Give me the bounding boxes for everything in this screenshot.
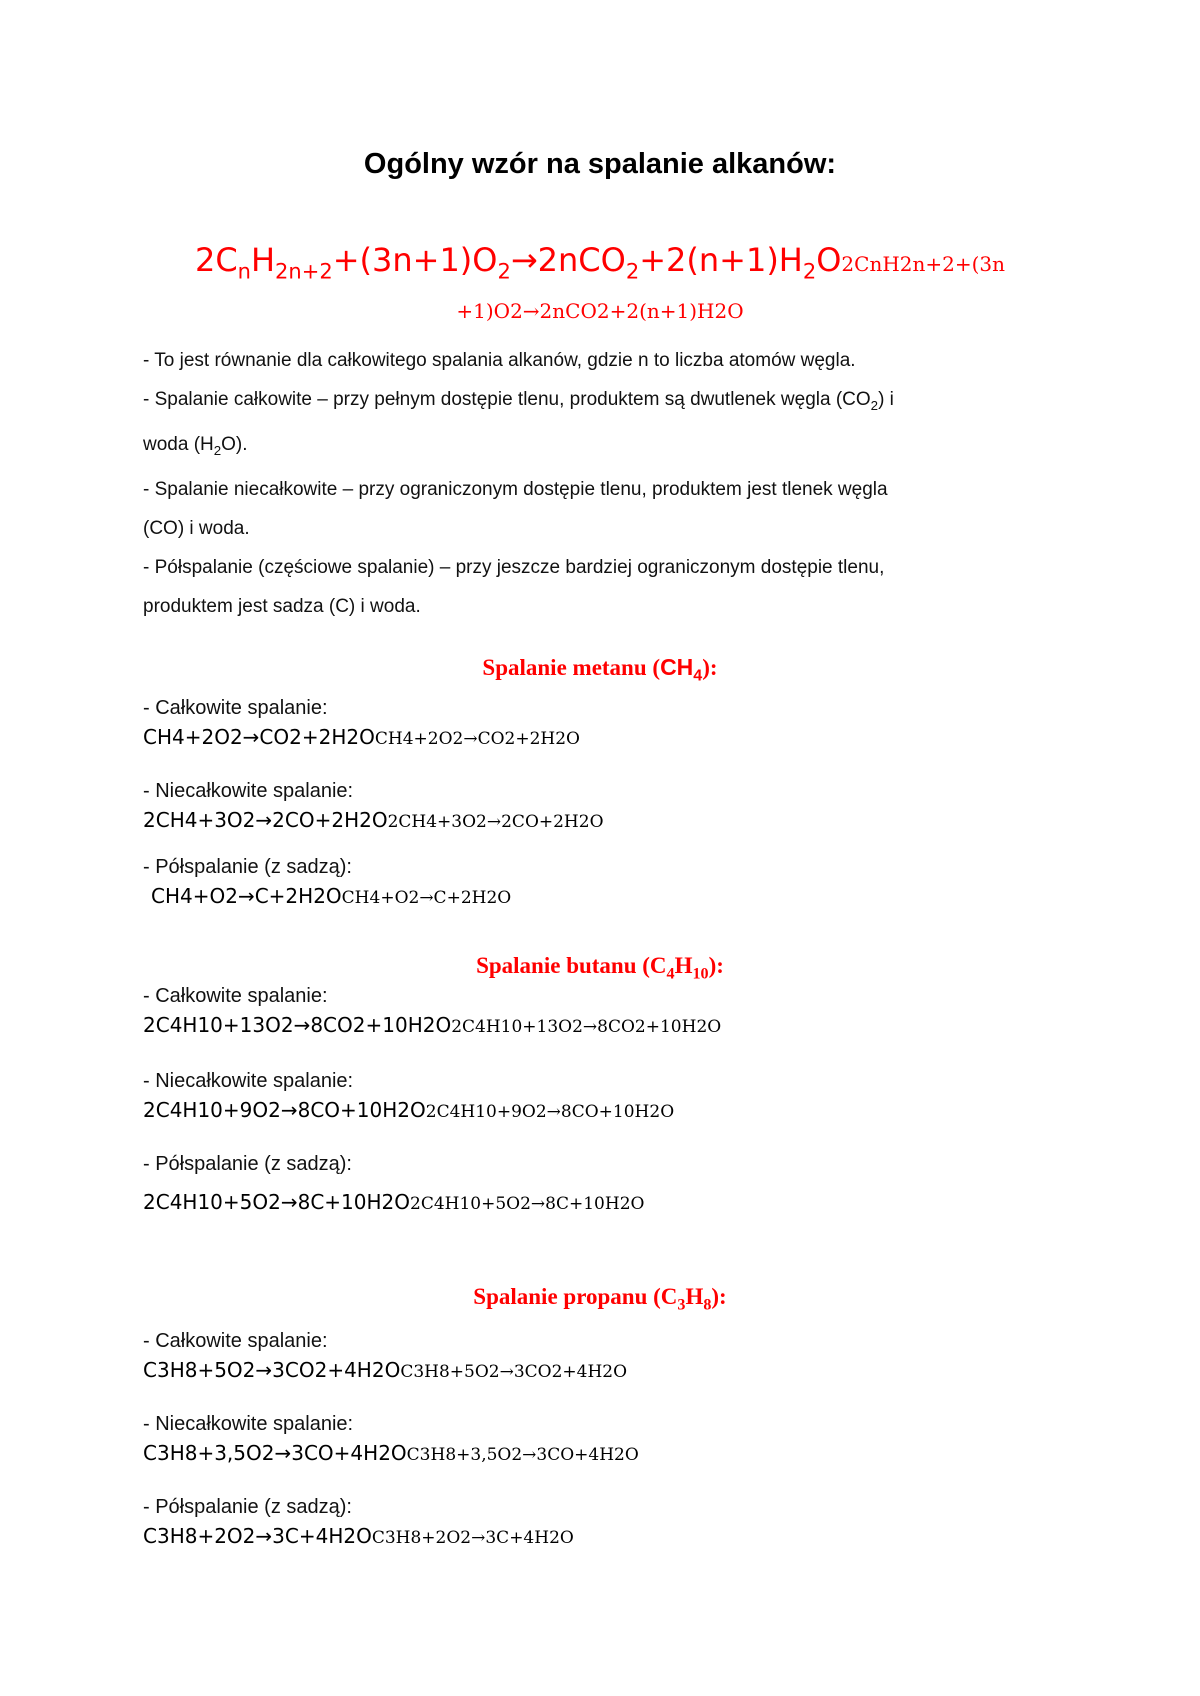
propane-complete-equation: C3H8+5O2→3CO2+4H2OC3H8+5O2→3CO2+4H2O — [143, 1358, 628, 1382]
butane-complete-label: - Całkowite spalanie: — [143, 985, 328, 1007]
intro-p3-cont: (CO) i woda. — [143, 517, 250, 539]
general-formula-plain-2: +1)O2→2nCO2+2(n+1)H2O — [456, 299, 744, 324]
butane-partial-equation: 2C4H10+5O2→8C+10H2O2C4H10+5O2→8C+10H2O — [143, 1190, 645, 1214]
propane-partial-label: - Półspalanie (z sadzą): — [143, 1496, 352, 1518]
general-formula-display: $2C_nH_{2n+2}+(3n+1)O_2\to 2nCO_2+2(n+1)H_2O$ — [194, 241, 842, 284]
butane-incomplete-equation: 2C4H10+9O2→8CO+10H2O2C4H10+9O2→8CO+10H2O — [143, 1098, 675, 1122]
butane-heading: Spalanie butanu $(C_4H_{10})$: — [476, 953, 724, 983]
butane-partial-label: - Półspalanie (z sadzą): — [143, 1153, 352, 1175]
intro-p1: - To jest równanie dla całkowitego spalania alkanów, gdzie n to liczba atomów węgla. — [143, 350, 856, 371]
propane-heading: Spalanie propanu $(C_3H_8)$: — [473, 1284, 727, 1314]
intro-p2-cont: woda $(H_2O)$. — [143, 433, 248, 458]
intro-p4: - Półspalanie (częściowe spalanie) – przy jeszcze bardziej ograniczonym dostępie tlenu, — [143, 556, 885, 578]
propane-partial-equation: C3H8+2O2→3C+4H2OC3H8+2O2→3C+4H2O — [143, 1524, 574, 1548]
propane-complete-label: - Całkowite spalanie: — [143, 1330, 328, 1352]
intro-text — [143, 341, 1063, 626]
intro-p3: - Spalanie niecałkowite – przy ograniczonym dostępie tlenu, produktem jest tlenek węgla — [143, 478, 888, 500]
general-formula-plain-1: 2CnH2n+2+(3n — [841, 252, 1006, 276]
methane-partial-label: - Półspalanie (z sadzą): — [143, 856, 352, 878]
intro-p2: - Spalanie całkowite – przy pełnym dostępie tlenu, produktem są dwutlenek węgla $(CO_2)$ i — [143, 389, 894, 413]
methane-incomplete-label: - Niecałkowite spalanie: — [143, 780, 354, 802]
methane-partial-equation: CH4+O2→C+2H2OCH4+O2→C+2H2O — [151, 884, 512, 908]
intro-p4-cont: produktem jest sadza (C) i woda. — [143, 595, 421, 617]
methane-heading: Spalanie metanu $(CH_4)$: — [482, 654, 718, 685]
methane-incomplete-equation: 2CH4+3O2→2CO+2H2O2CH4+3O2→2CO+2H2O — [143, 808, 604, 832]
butane-incomplete-label: - Niecałkowite spalanie: — [143, 1070, 354, 1092]
general-formula — [120, 240, 1080, 334]
page-title: Ogólny wzór na spalanie alkanów: — [363, 148, 837, 180]
methane-complete-equation: CH4+2O2→CO2+2H2OCH4+2O2→CO2+2H2O — [143, 725, 580, 749]
propane-incomplete-label: - Niecałkowite spalanie: — [143, 1413, 354, 1435]
propane-incomplete-equation: C3H8+3,5O2→3CO+4H2OC3H8+3,5O2→3CO+4H2O — [143, 1441, 639, 1465]
methane-complete-label: - Całkowite spalanie: — [143, 697, 328, 719]
butane-complete-equation: 2C4H10+13O2→8CO2+10H2O2C4H10+13O2→8CO2+10H2O — [143, 1013, 722, 1037]
